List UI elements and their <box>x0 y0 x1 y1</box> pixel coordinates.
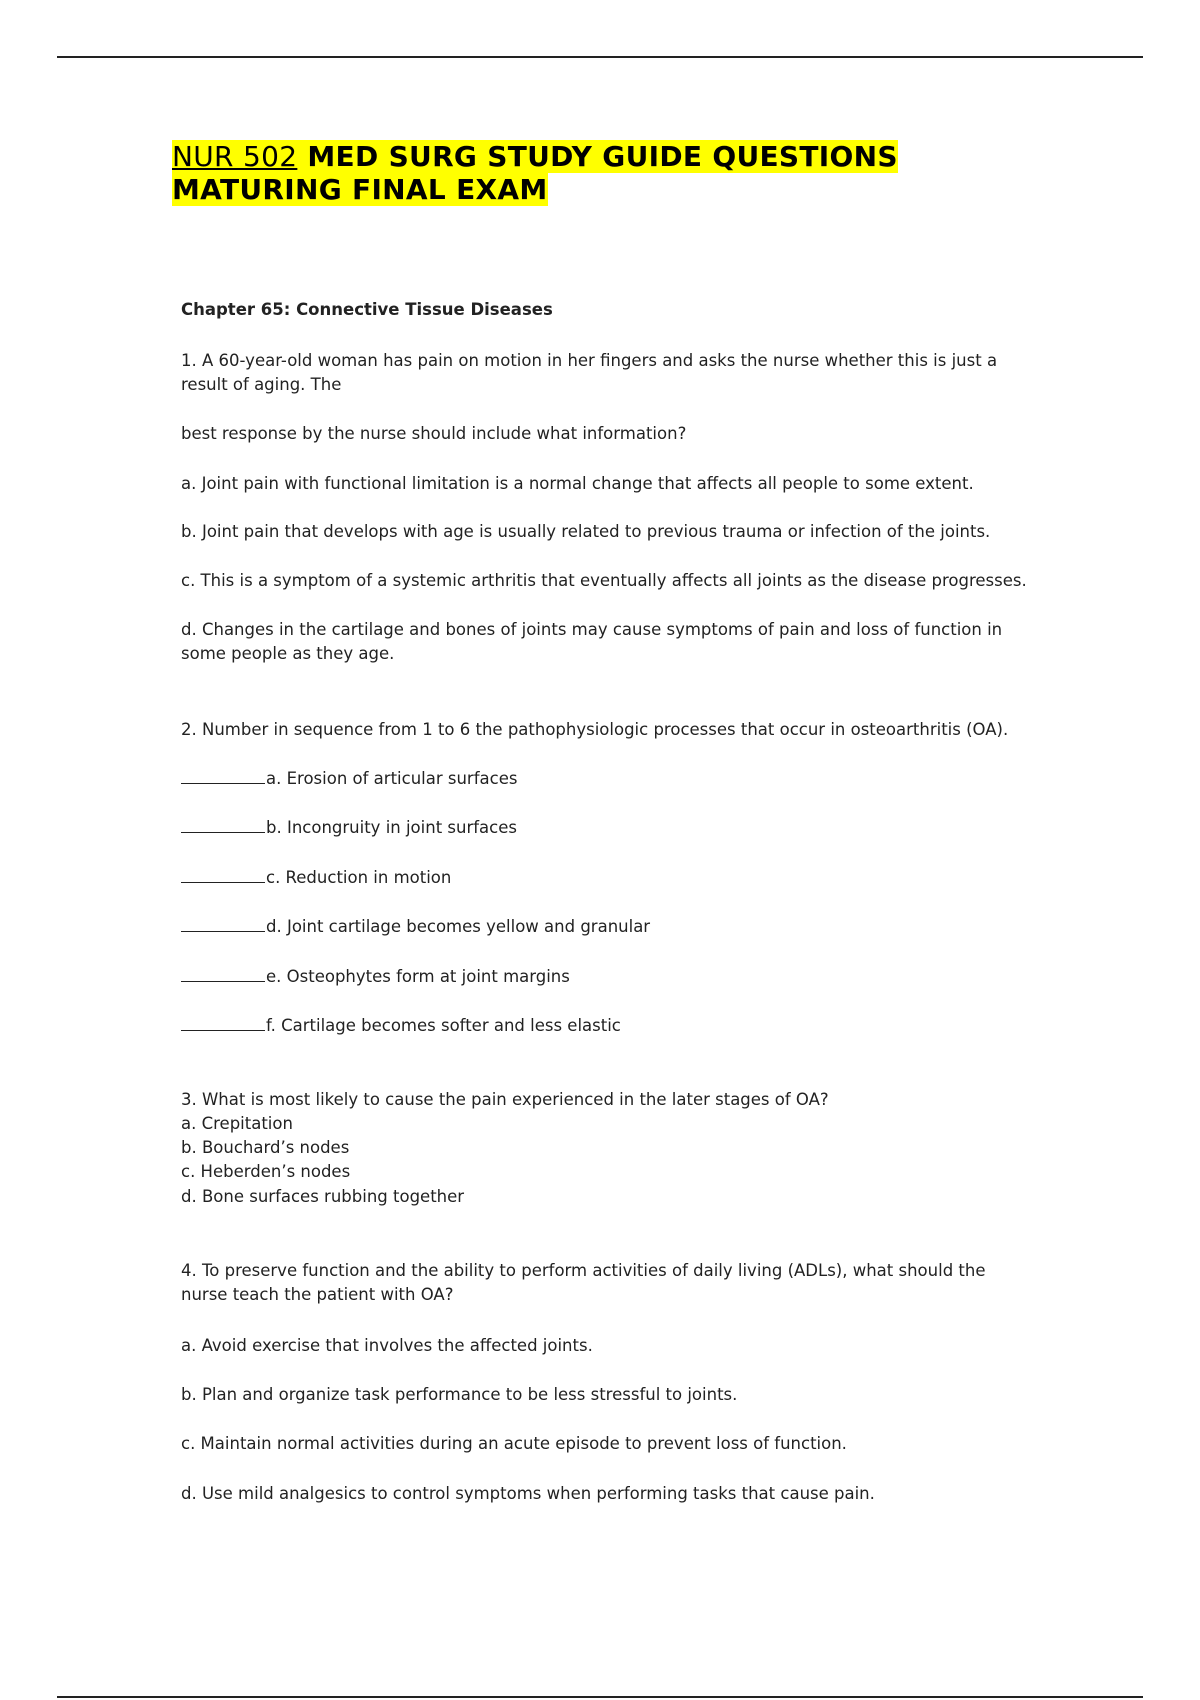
q1-stem-line2: result of aging. The <box>181 375 342 394</box>
answer-blank[interactable] <box>181 866 265 883</box>
course-code: NUR 502 <box>172 140 298 173</box>
q1-option-c: c. This is a symptom of a systemic arthritis that eventually affects all joints as the disease progresses. <box>181 571 1027 590</box>
chapter-heading: Chapter 65: Connective Tissue Diseases <box>181 300 553 319</box>
q3-option-c: c. Heberden’s nodes <box>181 1162 351 1181</box>
q4-option-a: a. Avoid exercise that involves the affected joints. <box>181 1336 593 1355</box>
q4-stem-line2: nurse teach the patient with OA? <box>181 1285 454 1304</box>
answer-blank[interactable] <box>181 816 265 833</box>
q3-stem: 3. What is most likely to cause the pain experienced in the later stages of OA? <box>181 1090 829 1109</box>
q2-item-b: b. Incongruity in joint surfaces <box>181 816 1041 840</box>
q1-stem-line3: best response by the nurse should include what information? <box>181 424 687 443</box>
q1-stem-line1: 1. A 60-year-old woman has pain on motion in her fingers and asks the nurse whether this is just a <box>181 351 998 370</box>
top-rule <box>57 56 1143 58</box>
title-line2: MATURING FINAL EXAM <box>172 173 548 206</box>
answer-blank[interactable] <box>181 915 265 932</box>
q4-stem-line1: 4. To preserve function and the ability to perform activities of daily living (ADLs), what should the <box>181 1261 986 1280</box>
q2-stem: 2. Number in sequence from 1 to 6 the pathophysiologic processes that occur in osteoarthritis (OA). <box>181 720 1009 739</box>
title-line1: MED SURG STUDY GUIDE QUESTIONS <box>297 140 898 173</box>
answer-blank[interactable] <box>181 767 265 784</box>
q1-option-d-cont: some people as they age. <box>181 644 395 663</box>
q3-option-a: a. Crepitation <box>181 1114 293 1133</box>
q2-item-e: e. Osteophytes form at joint margins <box>181 965 1041 989</box>
answer-blank[interactable] <box>181 965 265 982</box>
q4-option-c: c. Maintain normal activities during an acute episode to prevent loss of function. <box>181 1434 847 1453</box>
page-title <box>172 140 898 206</box>
q2-item-a: a. Erosion of articular surfaces <box>181 767 1041 791</box>
q3-option-b: b. Bouchard’s nodes <box>181 1138 350 1157</box>
answer-blank[interactable] <box>181 1014 265 1031</box>
q2-item-d: d. Joint cartilage becomes yellow and granular <box>181 915 1041 939</box>
q1-option-d: d. Changes in the cartilage and bones of joints may cause symptoms of pain and loss of function in <box>181 620 1003 639</box>
q1-option-b: b. Joint pain that develops with age is usually related to previous trauma or infection of the joints. <box>181 522 991 541</box>
q4-option-d: d. Use mild analgesics to control symptoms when performing tasks that cause pain. <box>181 1484 875 1503</box>
q2-item-c: c. Reduction in motion <box>181 866 1041 890</box>
q1-option-a: a. Joint pain with functional limitation is a normal change that affects all people to some extent. <box>181 474 974 493</box>
bottom-rule <box>57 1696 1143 1698</box>
q3-option-d: d. Bone surfaces rubbing together <box>181 1187 465 1206</box>
q4-option-b: b. Plan and organize task performance to be less stressful to joints. <box>181 1385 738 1404</box>
q2-item-f: f. Cartilage becomes softer and less elastic <box>181 1014 1041 1038</box>
